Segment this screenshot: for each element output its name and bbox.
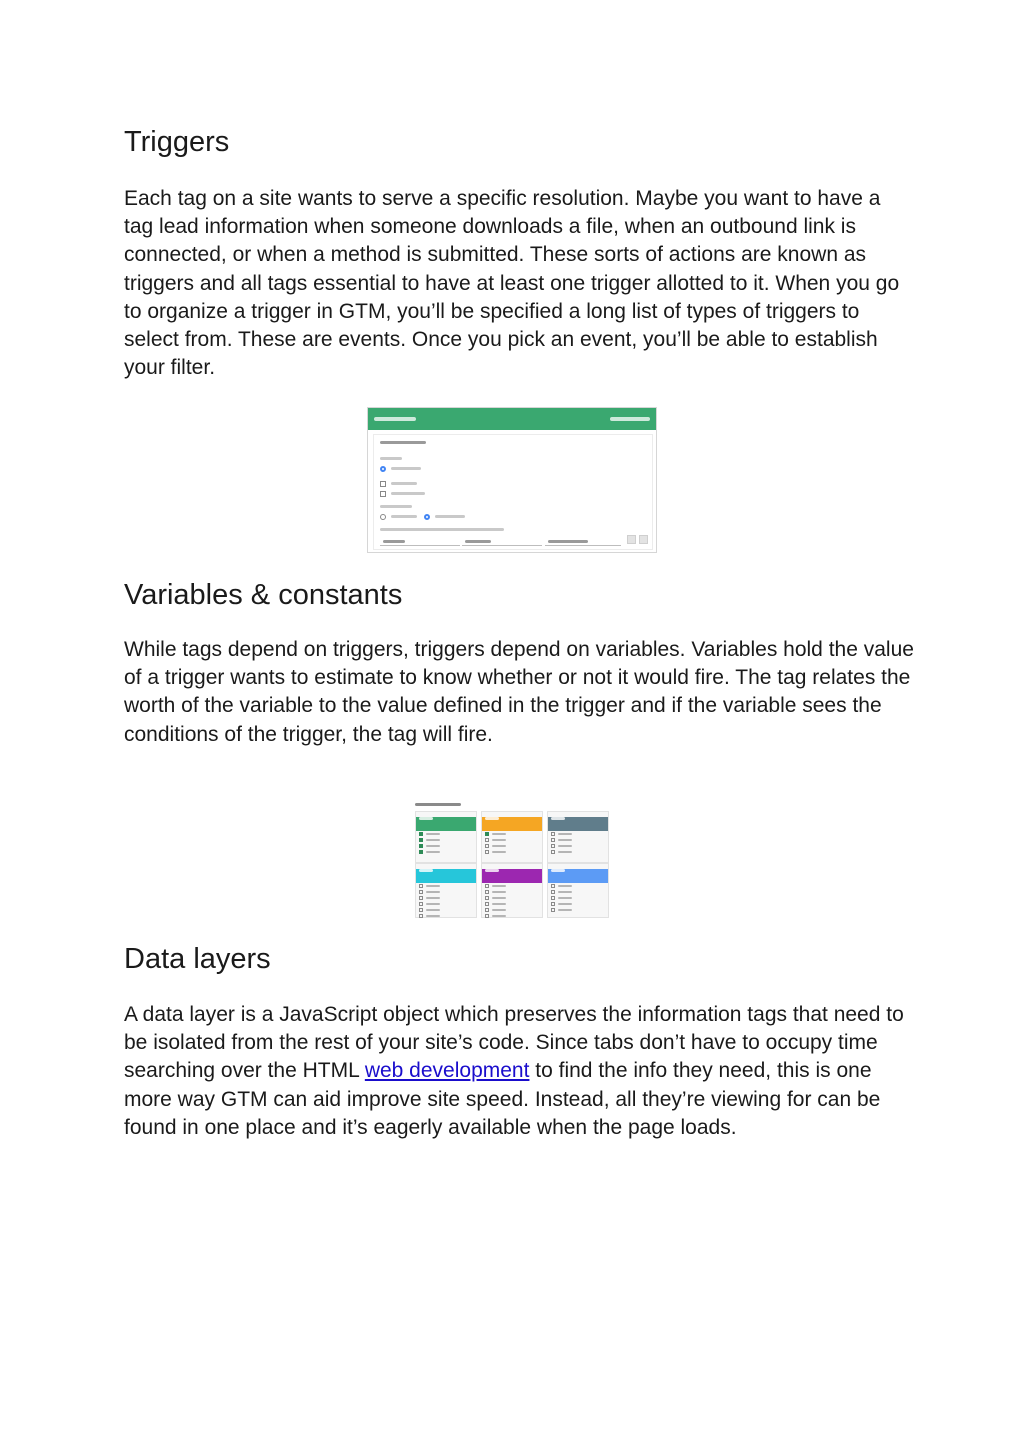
variable-group-cyan	[415, 863, 477, 918]
variable-group-purple	[481, 863, 543, 918]
heading-variables: Variables & constants	[124, 579, 403, 611]
paragraph-triggers: Each tag on a site wants to serve a specific resolution. Maybe you want to have a tag lead information when someone downloads a file, when an outbound link is connected, or when a method is submitted. These sorts of actions are known as triggers and all tags essential to have at least one trigger allotted to it. When you go to organize a trigger in GTM, you’ll be specified a long list of types of triggers to select from. These are events. Once you pick an event, you’ll be able to establish your filter.	[124, 187, 900, 380]
paragraph-variables: While tags depend on triggers, triggers depend on variables. Variables hold the value of a trigger wants to estimate to know whether or not it would fire. The tag relates the worth of the variable to the value defined in the trigger and if the variable sees the conditions of the trigger, the tag will fire.	[124, 638, 914, 746]
paragraph-data-layers	[124, 1001, 914, 1142]
checkbox-icon	[380, 481, 386, 487]
radio-button-icon	[380, 514, 386, 520]
radio-button-icon	[380, 466, 386, 472]
variable-group-slate	[547, 811, 609, 863]
trigger-screenshot-header	[368, 408, 656, 430]
data-layers-text-after-link: to find the info they need, this is one more way GTM can aid improve site speed. Instead, all they’re viewing for can be found in one place and it’s eagerly available when the page loads.	[124, 1059, 881, 1139]
variable-group-green	[415, 811, 477, 863]
heading-data-layers: Data layers	[124, 943, 271, 975]
data-layers-text-before-link: A data layer is a JavaScript object which preserves the information tags that need to be isolated from the rest of your site’s code. Since tabs don’t have to occupy time searching over the HTML	[124, 1003, 904, 1083]
web-development-link[interactable]: web development	[364, 1059, 530, 1083]
add-filter-button	[639, 535, 648, 544]
variable-group-orange	[481, 811, 543, 863]
heading-triggers: Triggers	[124, 126, 230, 158]
radio-button-icon	[424, 514, 430, 520]
built-in-variables-screenshot	[413, 800, 611, 918]
variable-group-blue	[547, 863, 609, 918]
trigger-configuration-screenshot	[367, 407, 657, 553]
checkbox-icon	[380, 491, 386, 497]
remove-filter-button	[627, 535, 636, 544]
trigger-screenshot-card	[373, 434, 653, 550]
